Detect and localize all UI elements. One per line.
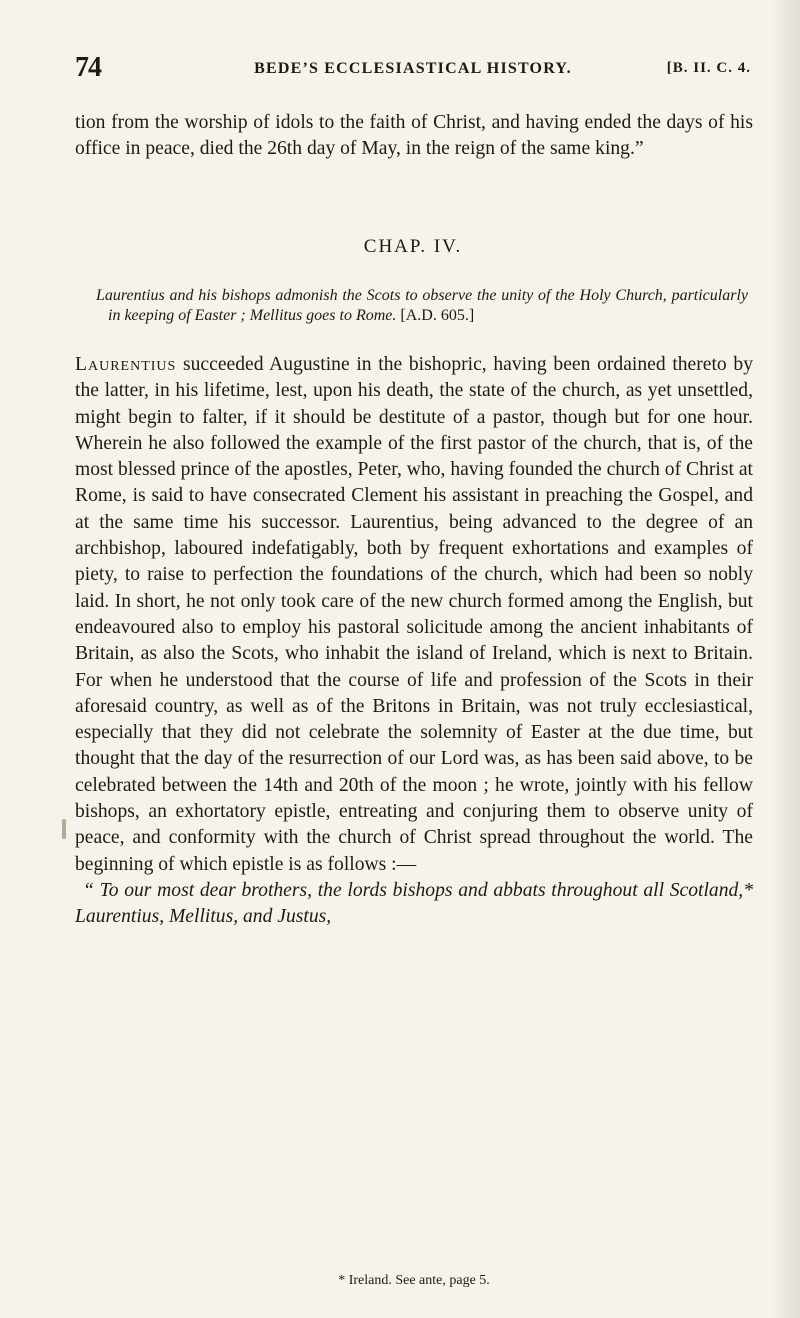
- margin-mark: [62, 819, 66, 839]
- main-paragraph: [75, 352, 753, 931]
- page-header: [75, 52, 751, 86]
- chapter-summary-text: Laurentius and his bishops admonish the Scots to observe the unity of the Holy Church, particularly in keeping of Easter ; Mellitus goes to Rome.: [96, 287, 748, 324]
- epistle-salutation-text: “ To our most dear brothers, the lords bishops and abbats throughout all Scotland,* Laurentius, Mellitus, and Justus,: [75, 879, 753, 928]
- page-edge-shadow: [772, 0, 800, 1318]
- chapter-summary: [96, 286, 748, 326]
- epistle-salutation: [75, 878, 753, 931]
- opening-paragraph: tion from the worship of idols to the faith of Christ, and having ended the days of his office in peace, died the 26th day of May, in the reign of the same king.”: [75, 112, 753, 160]
- footnote: * Ireland. See ante, page 5.: [338, 1273, 490, 1288]
- page-number: 74: [75, 52, 101, 83]
- running-title: BEDE’S ECCLESIASTICAL HISTORY.: [254, 60, 572, 77]
- main-paragraph-text: succeeded Augustine in the bishopric, having been ordained thereto by the latter, in his lifetime, lest, upon his death, the state of the church, as yet unsettled, might begin to falter, if it should be destitute of a pastor, though but for one hour. Wherein he also followed the example of the first pastor of the church, that is, of the most blessed prince of the apostles, Peter, who, having founded the church of Christ at Rome, is said to have consecrated Clement his assistant in preaching the Gospel, and at the same time his successor. Laurentius, being advanced to the degree of an archbishop, laboured indefatigably, both by frequent exhortations and examples of piety, to raise to perfection the foundations of the church, which had been so nobly laid. In short, he not only took care of the new church formed among the English, but endeavoured also to employ his pastoral solicitude among the ancient inhabitants of Britain, as also the Scots, who inhabit the island of Ireland, which is next to Britain. For when he understood that the course of life and profession of the Scots in their aforesaid country, as well as of the Britons in Britain, was not truly ecclesiastical, especially that they did not celebrate the solemnity of Easter at the due time, but thought that the day of the resurrection of our Lord was, as has been said above, to be celebrated between the 14th and 20th of the moon ; he wrote, jointly with his fellow bishops, an exhortatory epistle, entreating and conjuring them to observe unity of peace, and conformity with the church of Christ spread throughout the world. The beginning of which epistle is as follows :—: [75, 354, 753, 875]
- book-chapter-reference: [B. II. C. 4.: [666, 60, 751, 76]
- chapter-heading: CHAP. IV.: [363, 236, 463, 257]
- drop-word: Laurentius: [75, 354, 177, 375]
- chapter-date: [A.D. 605.]: [400, 307, 475, 324]
